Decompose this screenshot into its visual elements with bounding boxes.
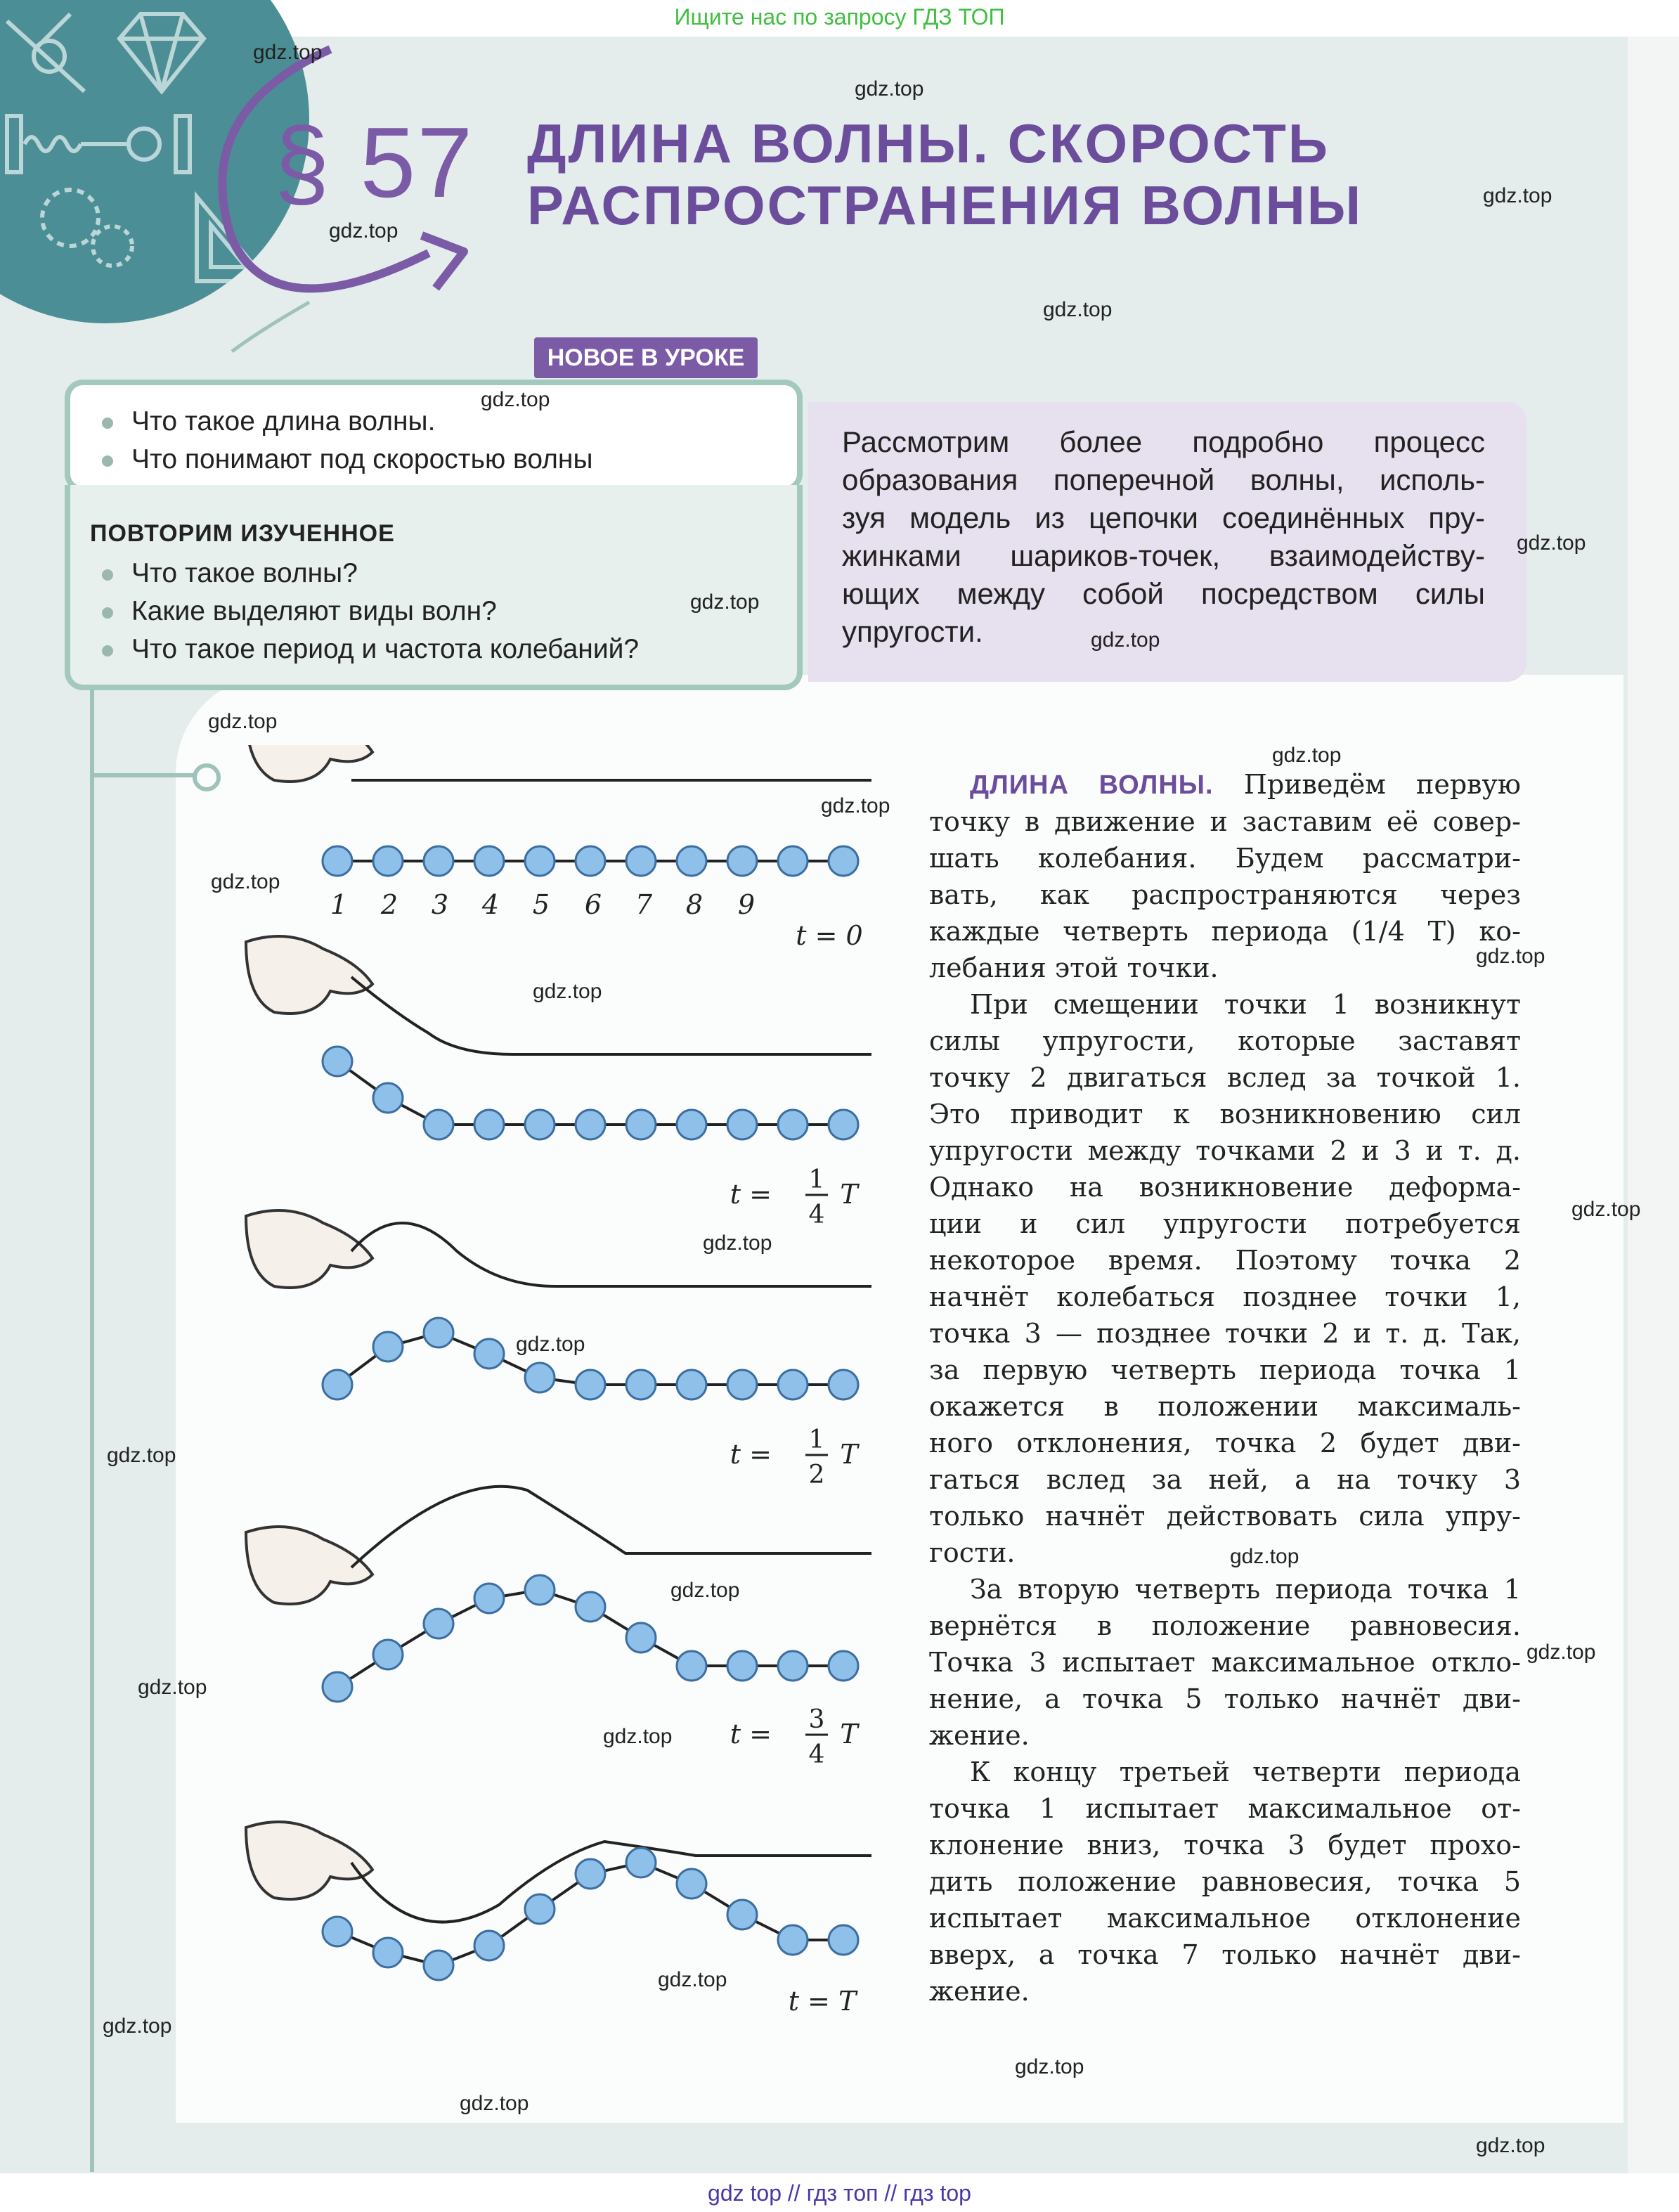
rope-line <box>351 977 871 1054</box>
bead-point <box>323 846 352 876</box>
svg-text:t =: t = <box>730 1439 772 1470</box>
rope-line <box>351 1223 871 1286</box>
time-label-full: t = T <box>788 1986 857 2017</box>
bead-point <box>626 846 656 876</box>
bead-point <box>626 1370 656 1399</box>
watermark: gdz.top <box>103 2014 172 2038</box>
paragraph-4: К концу третьей четверти периода точка 1 испытает максимальное от- клонение вниз, точка 3 будет прохо- дить положение равновесия, точка 5 испытает максимальное отклонение вверх, а точка 7 только начнёт дви- жение. <box>929 1757 1521 2007</box>
title-line-2: РАСПРОСТРАНЕНИЯ ВОЛНЫ <box>527 174 1363 236</box>
point-label: 7 <box>635 889 653 920</box>
body-text <box>929 766 1521 2010</box>
watermark: gdz.top <box>481 388 550 411</box>
svg-text:4: 4 <box>808 1201 825 1229</box>
bead-point <box>424 1110 453 1139</box>
bead-point <box>778 1651 808 1681</box>
watermark: gdz.top <box>1483 184 1552 207</box>
time-label-quarter <box>730 1165 860 1229</box>
bead-point <box>626 1623 656 1652</box>
review-item: Какие выделяют виды волн? <box>102 596 497 627</box>
watermark: gdz.top <box>821 794 890 817</box>
bullet-icon <box>102 455 113 467</box>
bead-point <box>677 846 706 876</box>
section-number: § 57 <box>274 107 474 219</box>
bullet-icon <box>102 645 113 657</box>
bead-point <box>323 1672 352 1702</box>
bead-point <box>626 1110 656 1139</box>
bead-point <box>323 1370 352 1399</box>
sidebar-connector <box>94 773 207 777</box>
watermark: gdz.top <box>1571 1198 1641 1221</box>
watermark: gdz.top <box>1476 2134 1545 2157</box>
watermark: gdz.top <box>603 1725 673 1748</box>
bead-point <box>424 1318 453 1347</box>
svg-text:T: T <box>840 1439 858 1470</box>
bead-point <box>576 1592 605 1622</box>
watermark: gdz.top <box>138 1676 207 1699</box>
footer-link[interactable]: gdz top // гдз топ // гдз top <box>0 2174 1679 2212</box>
watermark: gdz.top <box>533 980 602 1003</box>
watermark: gdz.top <box>1230 1545 1299 1568</box>
review-item: Что такое волны? <box>102 558 358 589</box>
paragraph-2: При смещении точки 1 возникнут силы упругости, которые заставят точку 2 двигаться вслед за точкой 1. Это приводит к возникновению сил упругости между точками 2 и 3 и т. д. Однако на возникновение деформа- ции и сил упругости потребуется некоторое время. Поэтому точка 2 начнёт колебаться позднее точки 1, точка 3 — позднее точки 2 и т. д. Так, за первую четверть периода точка 1 окажется в положении максималь- ного отклонения, точка 2 будет дви- гаться вслед за ней, а на точку 3 только начнёт действовать сила упру- гости. <box>929 989 1521 1568</box>
point-label: 2 <box>380 889 398 920</box>
hand-icon <box>246 1822 372 1899</box>
bead-point <box>474 1931 504 1960</box>
bead-point <box>323 1047 352 1076</box>
hand-icon <box>246 936 372 1014</box>
watermark: gdz.top <box>1526 1641 1596 1664</box>
bead-point <box>373 846 403 876</box>
page-title <box>527 112 1363 236</box>
review-item: Что такое период и частота колебаний? <box>102 634 639 665</box>
bead-point <box>626 1848 656 1877</box>
bead-point <box>576 1110 605 1139</box>
svg-text:4: 4 <box>808 1740 825 1769</box>
svg-text:1: 1 <box>808 1425 825 1454</box>
point-label: 6 <box>584 889 602 920</box>
point-label: 8 <box>685 889 704 920</box>
bead-point <box>474 1110 504 1139</box>
review-title: ПОВТОРИМ ИЗУЧЕННОЕ <box>90 520 395 547</box>
watermark: gdz.top <box>516 1333 585 1356</box>
bead-point <box>525 1575 555 1605</box>
bead-point <box>576 1370 605 1399</box>
watermark: gdz.top <box>1476 945 1545 968</box>
page-edge <box>1628 37 1679 2173</box>
figure-marker-icon <box>193 763 221 791</box>
bead-point <box>525 1894 555 1924</box>
bead-point <box>727 846 757 876</box>
bead-point <box>829 1110 858 1139</box>
new-item: Что такое длина волны. <box>102 406 435 437</box>
bullet-icon <box>102 418 113 429</box>
intro-paragraph: Рассмотрим более подробно процесс образования поперечной волны, исполь- зуя модель из цепочки соединённых пру- жинками шариков-точек, взаимодейству- ющих между собой посредством силы упругости. <box>842 425 1485 648</box>
bead-point <box>829 1370 858 1399</box>
svg-text:t =: t = <box>730 1719 772 1749</box>
sidebar-rule <box>90 689 94 2172</box>
watermark: gdz.top <box>1043 298 1113 321</box>
bead-point <box>424 846 453 876</box>
watermark: gdz.top <box>1272 744 1342 767</box>
bead-point <box>373 1332 403 1362</box>
bead-point <box>373 1640 403 1669</box>
bead-point <box>474 1584 504 1613</box>
bead-point <box>829 846 858 876</box>
bead-point <box>677 1651 706 1681</box>
watermark: gdz.top <box>460 2092 529 2115</box>
svg-text:t =: t = <box>730 1179 772 1210</box>
paragraph-1: ДЛИНА ВОЛНЫ. Приведём первую точку в движение и заставим её совер- шать колебания. Будем рассматри- вать, как распространяются через каждые четверть периода (1/4 T) ко- лебания этой точки. <box>929 769 1521 983</box>
bead-point <box>677 1869 706 1899</box>
bead-point <box>778 1370 808 1399</box>
rope-line <box>351 1487 871 1567</box>
bead-point <box>727 1651 757 1681</box>
watermark: gdz.top <box>1091 628 1160 652</box>
bead-point <box>829 1651 858 1681</box>
bead-point <box>677 1110 706 1139</box>
svg-text:3: 3 <box>808 1705 825 1734</box>
bead-point <box>474 846 504 876</box>
bead-point <box>829 1925 858 1955</box>
paragraph-3: За вторую четверть периода точка 1 вернётся в положение равновесия. Точка 3 испытает максимальное откло- нение, а точка 5 только начнёт дви- жение. <box>929 1574 1521 1751</box>
bead-point <box>525 1110 555 1139</box>
bead-point <box>525 1363 555 1392</box>
bead-point <box>778 1110 808 1139</box>
bead-point <box>474 1339 504 1369</box>
bead-point <box>525 846 555 876</box>
bead-point <box>373 1083 403 1113</box>
svg-text:2: 2 <box>808 1461 825 1489</box>
watermark: gdz.top <box>690 590 760 614</box>
bead-point <box>778 846 808 876</box>
bead-point <box>727 1370 757 1399</box>
bead-point <box>576 1859 605 1889</box>
svg-text:T: T <box>840 1179 858 1210</box>
bullet-icon <box>102 607 113 619</box>
bead-point <box>778 1925 808 1955</box>
point-label: 1 <box>330 889 348 920</box>
new-in-lesson-tag: НОВОЕ В УРОКЕ <box>534 337 758 378</box>
subsection-heading: ДЛИНА ВОЛНЫ. <box>970 770 1214 800</box>
point-label: 3 <box>431 889 449 920</box>
time-label-t0: t = 0 <box>796 920 863 951</box>
svg-text:T: T <box>840 1719 858 1749</box>
watermark: gdz.top <box>253 41 323 64</box>
hand-icon <box>246 745 372 782</box>
bead-point <box>323 1917 352 1946</box>
bead-point <box>677 1370 706 1399</box>
svg-text:1: 1 <box>808 1165 825 1194</box>
top-banner[interactable]: Ищите нас по запросу ГДЗ ТОП <box>674 4 1005 30</box>
watermark: gdz.top <box>211 870 280 893</box>
wave-figure <box>232 745 935 2045</box>
point-label: 5 <box>532 889 550 920</box>
title-line-1: ДЛИНА ВОЛНЫ. СКОРОСТЬ <box>527 112 1330 174</box>
new-item: Что понимают под скоростью волны <box>102 444 593 475</box>
watermark: gdz.top <box>1517 531 1586 555</box>
point-label: 9 <box>737 889 756 920</box>
watermark: gdz.top <box>329 219 398 242</box>
watermark: gdz.top <box>703 1231 772 1255</box>
rope-line <box>351 1842 871 1922</box>
watermark: gdz.top <box>208 710 278 733</box>
bead-point <box>424 1609 453 1638</box>
watermark: gdz.top <box>1015 2055 1084 2078</box>
bullet-icon <box>102 569 113 581</box>
watermark: gdz.top <box>107 1444 176 1467</box>
watermark: gdz.top <box>670 1579 740 1602</box>
point-label: 4 <box>481 889 500 920</box>
watermark: gdz.top <box>855 77 924 101</box>
bead-point <box>727 1900 757 1929</box>
time-label-three-quarter <box>730 1705 860 1769</box>
watermark: gdz.top <box>658 1968 727 1991</box>
bead-point <box>373 1938 403 1967</box>
bead-point <box>727 1110 757 1139</box>
time-label-half <box>730 1425 860 1489</box>
bead-point <box>424 1951 453 1980</box>
bead-point <box>576 846 605 876</box>
